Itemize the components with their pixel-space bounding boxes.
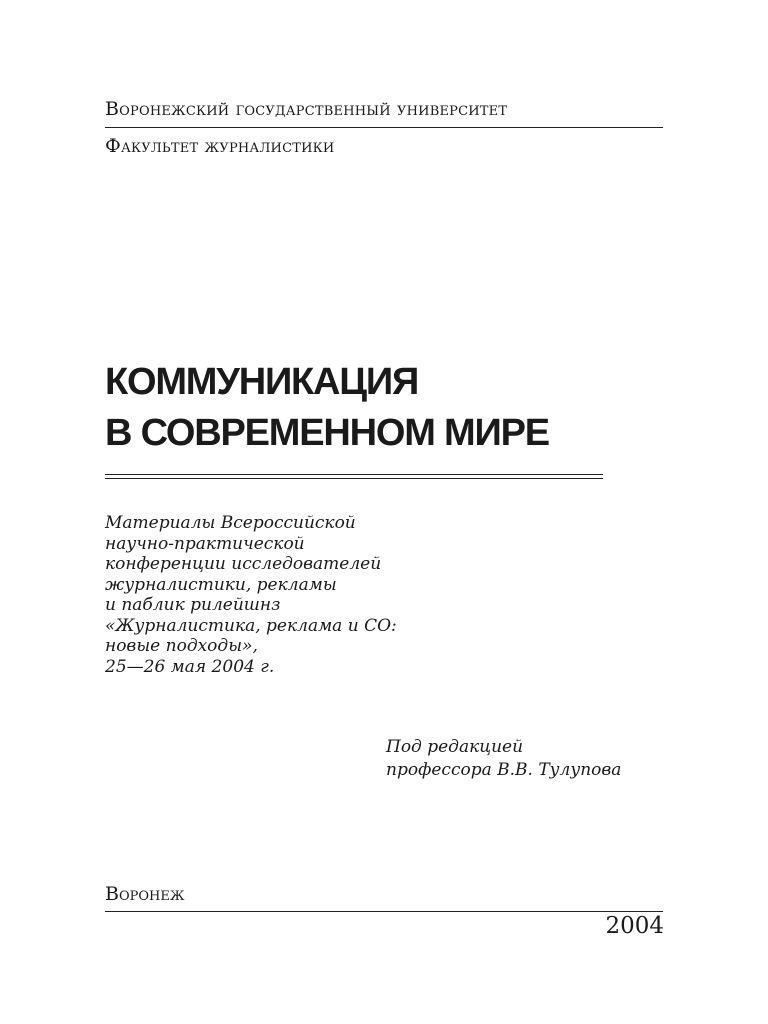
conference-description: [105, 513, 465, 677]
footer-divider: [105, 911, 663, 912]
description-line: и паблик рилейшнз: [105, 595, 281, 615]
book-title-line-2: В СОВРЕМЕННОМ МИРЕ: [105, 412, 549, 454]
university-name: Воронежский государственный университет: [105, 98, 508, 120]
faculty-name: Факультет журналистики: [105, 135, 335, 157]
description-line: научно-практической: [105, 533, 305, 554]
description-line: Материалы Всероссийской: [105, 513, 356, 533]
description-line: 25—26 мая 2004 г.: [105, 656, 275, 677]
book-title-line-1: КОММУНИКАЦИЯ: [105, 361, 419, 403]
description-line: журналистики, рекламы: [105, 574, 337, 595]
editor-credit-line-1: Под редакцией: [386, 737, 524, 757]
description-line: новые подходы»,: [105, 636, 258, 656]
publication-year: 2004: [605, 913, 664, 939]
description-line: «Журналистика, реклама и СО:: [105, 615, 397, 636]
editor-credit: [386, 736, 621, 782]
description-line: конференции исследователей: [105, 554, 382, 574]
publication-city: Воронеж: [105, 883, 185, 905]
title-double-divider: [105, 474, 603, 479]
editor-credit-line-2: профессора В.В. Тулупова: [386, 760, 622, 780]
header-divider: [105, 127, 663, 128]
